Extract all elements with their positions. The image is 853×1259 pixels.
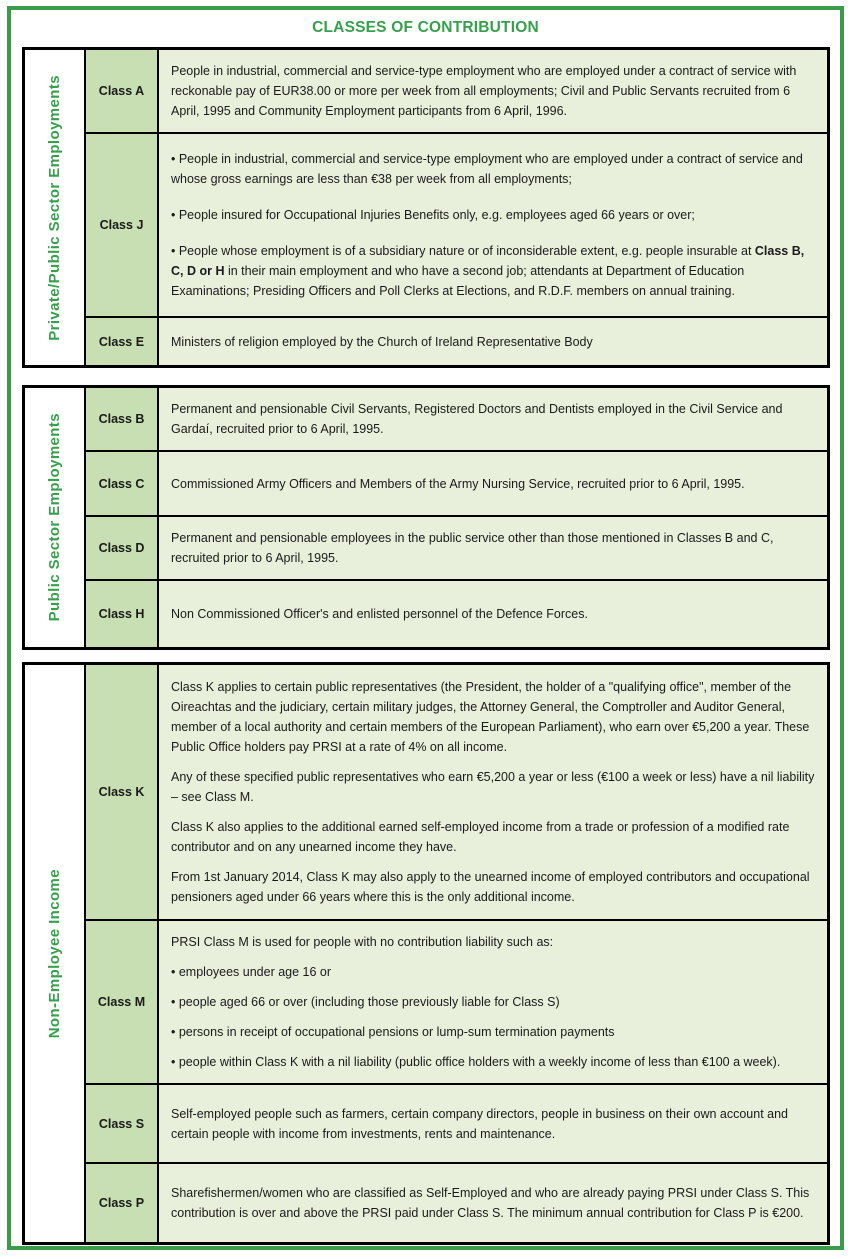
class-label: Class J [99, 218, 144, 232]
text-segment: • People whose employment is of a subsidiary nature or of inconsiderable extent, e.g. people insurable at [171, 244, 755, 258]
paragraph: PRSI Class M is used for people with no contribution liability such as: [171, 935, 554, 949]
paragraph: Class K applies to certain public representatives (the President, the holder of a "qualifying office", member of the Oireachtas and the judiciary, certain military judges, the Attorney General, the Comptroller and Auditor General, member of a local authority and certain members of the European Parliament), who earn over €5,200 a year. These Public Office holders pay PRSI at a rate of 4% on all income. [171, 680, 810, 754]
class-cell [86, 134, 159, 316]
class-cell [86, 1164, 159, 1242]
table-row-class-c [86, 450, 827, 515]
paragraph: Permanent and pensionable employees in the public service other than those mentioned in Classes B and C, recruited prior to 6 April, 1995. [171, 531, 774, 565]
section-public-sector [22, 385, 830, 650]
group-label-cell [25, 388, 86, 647]
description-cell [159, 318, 827, 365]
description-cell [159, 1164, 827, 1242]
section-private-public-sector [22, 47, 830, 368]
group-label-cell [25, 665, 86, 1242]
description-cell [159, 134, 827, 316]
paragraph: Permanent and pensionable Civil Servants, Registered Doctors and Dentists employed in the Civil Service and Gardaí, recruited prior to 6 April, 1995. [171, 402, 783, 436]
class-cell [86, 388, 159, 450]
text-segment-bold: Class B, C, D or H [171, 244, 805, 278]
class-label: Class P [98, 1196, 145, 1210]
class-cell [86, 318, 159, 365]
group-label: Private/Public Sector Employments [46, 74, 63, 341]
section-non-employee-income [22, 662, 830, 1245]
paragraph: Commissioned Army Officers and Members of the Army Nursing Service, recruited prior to 6 April, 1995. [171, 476, 745, 491]
paragraph: Sharefishermen/women who are classified as Self-Employed and who are already paying PRSI under Class S. This contribution is over and above the PRSI paid under Class S. The minimum annual contribution for Class P is €200. [171, 1186, 810, 1220]
paragraph: Self-employed people such as farmers, certain company directors, people in business on their own account and certain people with income from investments, rents and maintenance. [171, 1106, 789, 1141]
description-cell [159, 1085, 827, 1162]
group-label: Public Sector Employments [46, 413, 63, 622]
text-segment: in their main employment and who have a second job; attendants at Department of Education Examinations; Presiding Officers and Poll Clerks at Elections, and R.D.F. members on annual training. [171, 264, 745, 298]
description-cell [159, 581, 827, 647]
table-row-class-k [86, 665, 827, 919]
class-cell [86, 517, 159, 579]
page-title: CLASSES OF CONTRIBUTION [312, 19, 539, 36]
paragraph: Non Commissioned Officer's and enlisted personnel of the Defence Forces. [171, 607, 588, 621]
description-cell [159, 50, 827, 132]
table-row-class-h [86, 579, 827, 647]
bullet-item: • People insured for Occupational Injuries Benefits only, e.g. employees aged 66 years or over; [171, 208, 695, 222]
class-cell [86, 581, 159, 647]
paragraph: People in industrial, commercial and service-type employment who are employed under a contract of service with reckonable pay of EUR38.00 or more per week from all employments; Civil and Public Servants recruited from 6 April, 1995 and Community Employment participants from 6 April, 1996. [171, 64, 797, 118]
paragraph: Class K also applies to the additional earned self-employed income from a trade or profession of a modified rate contributor and on any unearned income they have. [171, 820, 790, 854]
section-rows [86, 665, 827, 1242]
bullet-item: • People in industrial, commercial and service-type employment who are employed under a contract of service and whose gross earnings are less than €38 per week from all employments; [171, 152, 803, 186]
class-label: Class E [98, 334, 145, 349]
paragraph: From 1st January 2014, Class K may also apply to the unearned income of employed contributors and occupational pensioners aged under 66 years where this is the only additional income. [171, 870, 810, 904]
class-label: Class S [98, 1116, 145, 1131]
section-rows [86, 50, 827, 365]
bullet-item: • people within Class K with a nil liability (public office holders with a weekly income of less than €100 a week). [171, 1055, 781, 1069]
class-label: Class M [97, 995, 146, 1009]
paragraph: Ministers of religion employed by the Church of Ireland Representative Body [171, 334, 593, 349]
table-row-class-p [86, 1162, 827, 1242]
table-row-class-d [86, 515, 827, 579]
class-label: Class D [98, 541, 145, 555]
table-row-class-b [86, 388, 827, 450]
class-label: Class K [98, 785, 145, 799]
class-cell [86, 452, 159, 515]
table-row-class-a [86, 50, 827, 132]
table-row-class-s [86, 1083, 827, 1162]
description-cell [159, 517, 827, 579]
class-cell [86, 1085, 159, 1162]
section-rows [86, 388, 827, 647]
table-row-class-m [86, 919, 827, 1083]
paragraph: Any of these specified public representatives who earn €5,200 a year or less (€100 a week or less) have a nil liability – see Class M. [171, 770, 815, 804]
class-cell [86, 50, 159, 132]
description-cell [159, 388, 827, 450]
class-cell [86, 665, 159, 919]
description-cell [159, 921, 827, 1083]
class-label: Class C [98, 476, 145, 491]
group-label-cell [25, 50, 86, 365]
group-label: Non-Employee Income [46, 868, 63, 1039]
description-cell [159, 452, 827, 515]
bullet-item [171, 241, 815, 301]
bullet-item: • people aged 66 or over (including those previously liable for Class S) [171, 995, 560, 1009]
page-frame [7, 6, 844, 1250]
bullet-item: • employees under age 16 or [171, 965, 332, 979]
description-cell [159, 665, 827, 919]
class-cell [86, 921, 159, 1083]
table-row-class-j [86, 132, 827, 316]
class-label: Class H [98, 607, 145, 621]
table-row-class-e [86, 316, 827, 365]
class-label: Class A [98, 84, 145, 98]
class-label: Class B [98, 412, 145, 426]
bullet-item: • persons in receipt of occupational pensions or lump-sum termination payments [171, 1025, 615, 1039]
